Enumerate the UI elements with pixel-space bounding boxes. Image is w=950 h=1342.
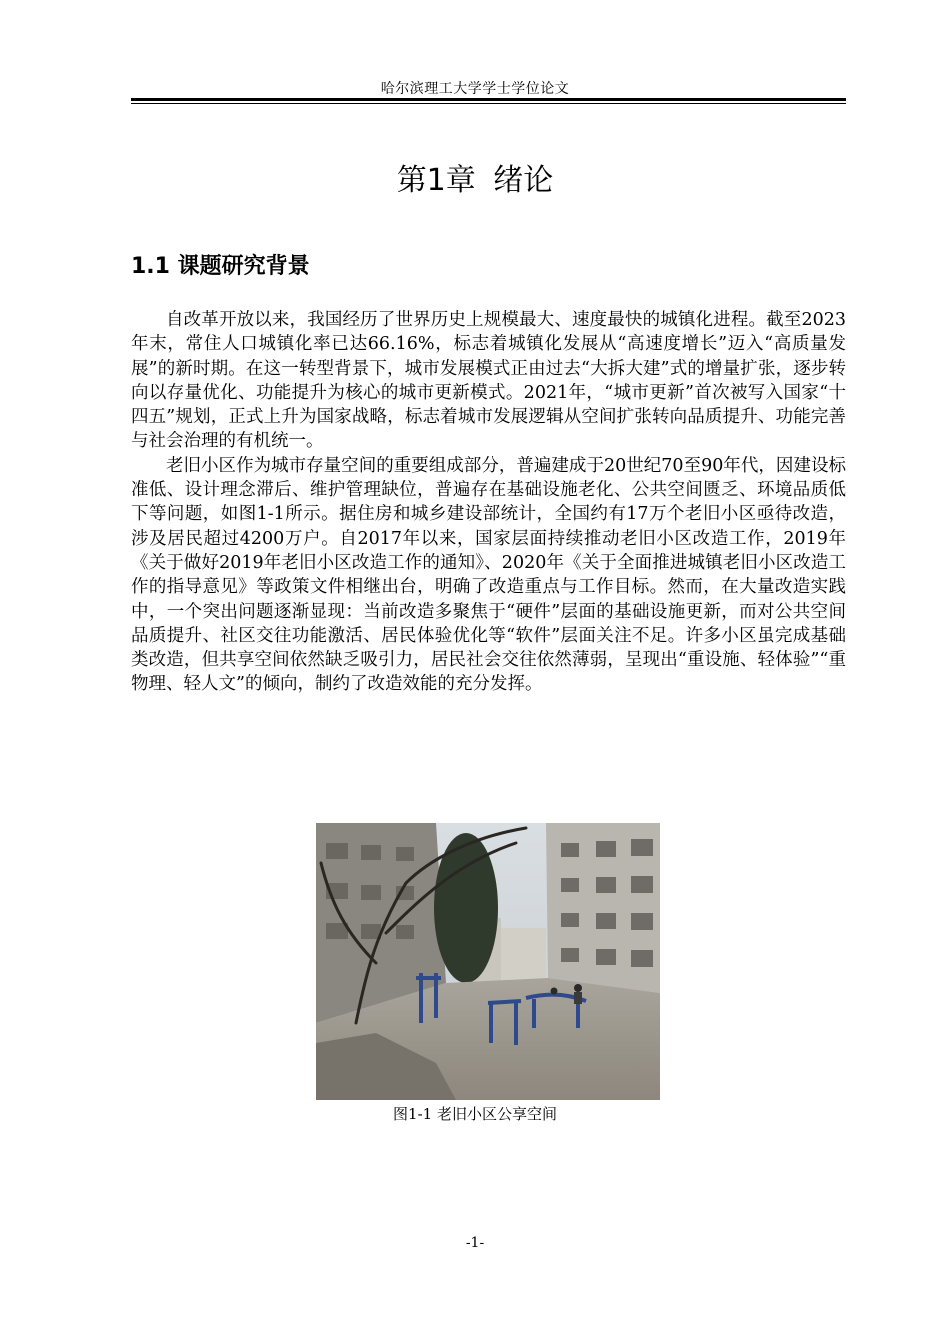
figure-caption: 图1-1 老旧小区公享空间 xyxy=(393,1105,557,1123)
figure-photo xyxy=(316,823,660,1100)
paragraph-1: 自改革开放以来，我国经历了世界历史上规模最大、速度最快的城镇化进程。截至2023年末，常住人口城镇化率已达66.16%，标志着城镇化发展从“高速度增长”迈入“高质量发展”的新时期。在这一转型背景下，城市发展模式正由过去“大拆大建”式的增量扩张，逐步转向以存量优化、功能提升为核心的城市更新模式。2021年，“城市更新”首次被写入国家“十四五”规划，正式上升为国家战略，标志着城市发展逻辑从空间扩张转向品质提升、功能完善与社会治理的有机统一。 xyxy=(131,310,846,452)
courtyard-photo xyxy=(316,823,660,1100)
header-rule-thin xyxy=(131,103,846,104)
running-header: 哈尔滨理工大学学士学位论文 xyxy=(380,81,570,97)
page-number: -1- xyxy=(465,1235,485,1251)
chapter-title: 第1章 绪论 xyxy=(396,163,554,198)
paragraph-2: 老旧小区作为城市存量空间的重要组成部分，普遍建成于20世纪70至90年代，因建设标准低、设计理念滞后、维护管理缺位，普遍存在基础设施老化、公共空间匮乏、环境品质低下等问题，如图1-1所示。据住房和城乡建设部统计，全国约有17万个老旧小区亟待改造，涉及居民超过4200万户。自2017年以来，国家层面持续推动老旧小区改造工作，2019年《关于做好2019年老旧小区改造工作的通知》、2020年《关于全面推进城镇老旧小区改造工作的指导意见》等政策文件相继出台，明确了改造重点与工作目标。然而，在大量改造实践中，一个突出问题逐渐显现：当前改造多聚焦于“硬件”层面的基础设施更新，而对公共空间品质提升、社区交往功能激活、居民体验优化等“软件”层面关注不足。许多小区虽完成基础类改造，但共享空间依然缺乏吸引力，居民社会交往依然薄弱，呈现出“重设施、轻体验”“重物理、轻人文”的倾向，制约了改造效能的充分发挥。 xyxy=(131,455,846,695)
header-rule-thick xyxy=(131,98,846,101)
section-title: 1.1 课题研究背景 xyxy=(131,254,310,279)
body-text xyxy=(131,308,846,697)
